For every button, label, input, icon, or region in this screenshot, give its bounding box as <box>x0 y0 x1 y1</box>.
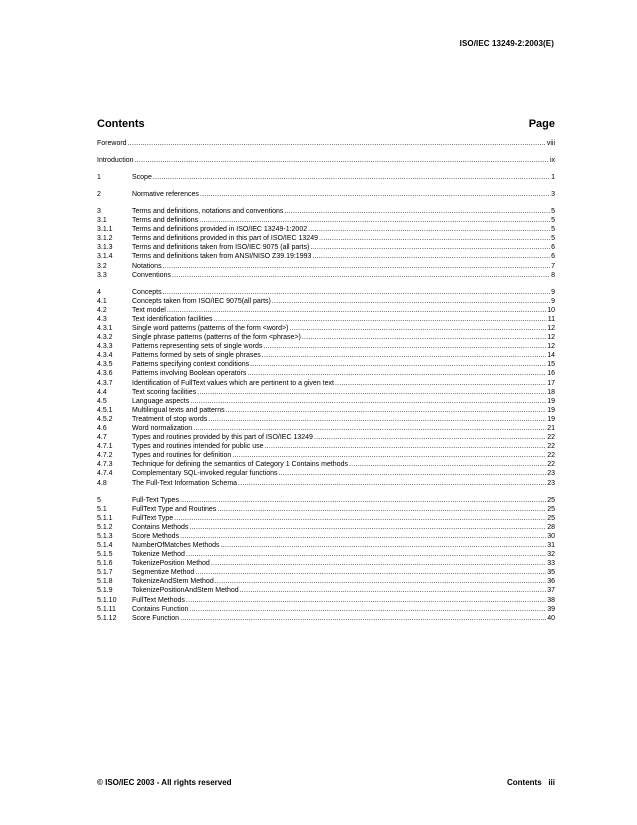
toc-leader-dots <box>272 297 550 306</box>
toc-entry[interactable] <box>97 360 555 369</box>
toc-entry-title: FullText Type and Routines <box>132 505 217 513</box>
toc-entry[interactable] <box>97 207 555 216</box>
toc-leader-dots <box>180 614 546 623</box>
toc-entry-page: 12 <box>547 324 555 332</box>
toc-entry[interactable] <box>97 568 555 577</box>
toc-entry-number: 4.8 <box>97 479 107 487</box>
toc-entry-page: 5 <box>551 226 555 234</box>
toc-entry-title: Notations <box>132 262 162 270</box>
toc-leader-dots <box>247 369 546 378</box>
toc-entry[interactable] <box>97 415 555 424</box>
toc-entry-page: 5 <box>551 217 555 225</box>
toc-entry-page: 9 <box>551 288 555 296</box>
toc-entry-number: 5.1.1 <box>97 514 113 522</box>
toc-entry[interactable] <box>97 288 555 297</box>
toc-entry-number: 3.1.3 <box>97 244 113 252</box>
toc-entry[interactable] <box>97 351 555 360</box>
toc-entry-page: 8 <box>551 271 555 279</box>
toc-entry-title: Concepts taken from ISO/IEC 9075(all parts) <box>132 297 271 305</box>
toc-entry-number: 4.3 <box>97 315 107 323</box>
toc-entry[interactable] <box>97 460 555 469</box>
toc-entry-number: 3.1.2 <box>97 235 113 243</box>
toc-entry[interactable] <box>97 451 555 460</box>
toc-entry-title: The Full-Text Information Schema <box>132 479 238 487</box>
toc-entry-title: Types and routines intended for public use <box>132 443 264 451</box>
toc-leader-dots <box>190 397 546 406</box>
toc-entry-number: 5.1.8 <box>97 578 113 586</box>
toc-entry-page: 30 <box>547 532 555 540</box>
toc-entry-number: 4.5.2 <box>97 415 113 423</box>
toc-entry-title: Tokenize Method <box>132 551 185 559</box>
toc-entry-title: Concepts <box>132 288 162 296</box>
toc-entry[interactable] <box>97 496 555 505</box>
toc-entry-number: 3.1 <box>97 217 107 225</box>
toc-entry-page: 16 <box>547 370 555 378</box>
toc-entry-number: 5.1.7 <box>97 569 113 577</box>
toc-entry[interactable] <box>97 379 555 388</box>
toc-entry-title: Score Function <box>132 614 180 622</box>
toc-leader-dots <box>279 469 547 478</box>
toc-entry-number: 5.1.5 <box>97 551 113 559</box>
toc-entry-page: 25 <box>547 496 555 504</box>
toc-leader-dots <box>215 577 546 586</box>
toc-entry-page: 5 <box>551 207 555 215</box>
toc-entry-number: 4.5.1 <box>97 406 113 414</box>
toc-entry-number: 4.3.7 <box>97 379 113 387</box>
toc-entry[interactable] <box>97 505 555 514</box>
toc-leader-dots <box>163 262 551 271</box>
toc-leader-dots <box>308 225 550 234</box>
toc-entry-page: 7 <box>551 262 555 270</box>
toc-entry-title: Terms and definitions taken from ISO/IEC 9075 (all parts) <box>132 244 310 252</box>
toc-leader-dots <box>335 379 546 388</box>
toc-entry-number: 4.7.4 <box>97 470 113 478</box>
toc-entry-title: Word normalization <box>132 424 193 432</box>
toc-entry-page: 22 <box>547 452 555 460</box>
toc-entry-title: Full-Text Types <box>132 496 179 504</box>
toc-entry-title: Text identification facilities <box>132 315 213 323</box>
toc-entry-number: 3.1.4 <box>97 253 113 261</box>
toc-entry[interactable] <box>97 252 555 261</box>
toc-entry[interactable] <box>97 225 555 234</box>
toc-entry-title: NumberOfMatches Methods <box>132 542 220 549</box>
toc-entry-page: 23 <box>547 470 555 478</box>
toc-entry-title: Segmentize Method <box>132 569 195 577</box>
toc-entry-number: 5.1.3 <box>97 532 113 540</box>
toc-entry-page: 22 <box>547 461 555 469</box>
toc-entry-title: Conventions <box>132 271 171 279</box>
toc-leader-dots <box>217 505 546 514</box>
toc-entry[interactable] <box>97 271 555 280</box>
toc-entry-title: Normative references <box>132 190 199 198</box>
toc-entry[interactable] <box>97 523 555 532</box>
toc-entry[interactable] <box>97 442 555 451</box>
toc-entry-page: 14 <box>547 352 555 360</box>
toc-leader-dots <box>302 333 546 342</box>
toc-entry-title: Language aspects <box>132 397 190 405</box>
toc-entry[interactable] <box>97 614 555 623</box>
toc-entry-title: Multilingual texts and patterns <box>132 406 225 414</box>
toc-entry-page: 28 <box>547 523 555 531</box>
toc-entry-page: 6 <box>551 244 555 252</box>
toc-entry-title: Patterns specifying context conditions <box>132 361 250 369</box>
toc-entry[interactable] <box>97 469 555 478</box>
toc-entry-page: 23 <box>547 479 555 487</box>
toc-leader-dots <box>262 351 546 360</box>
toc-entry-page: 35 <box>547 569 555 577</box>
toc-entry-number: 5.1.10 <box>97 596 117 604</box>
toc-entry[interactable] <box>97 424 555 433</box>
toc-entry-number: 5.1.2 <box>97 523 113 531</box>
toc-entry-title: Terms and definitions <box>132 217 199 225</box>
contents-title: Contents <box>97 118 145 130</box>
page-footer <box>97 778 555 787</box>
toc-entry-number: 4.3.3 <box>97 343 113 351</box>
toc-entry-number: 4.2 <box>97 306 107 314</box>
toc-leader-dots <box>163 288 551 297</box>
toc-entry-page: 12 <box>547 334 555 342</box>
toc-entry-page: 19 <box>547 397 555 405</box>
toc-entry-title: Text scoring facilities <box>132 388 197 396</box>
toc-entry-title: Types and routines provided by this part of ISO/IEC 13249 <box>132 434 313 442</box>
toc-entry-page: 12 <box>547 343 555 351</box>
toc-entry-number: 3.3 <box>97 271 107 279</box>
toc-entry[interactable] <box>97 541 555 550</box>
toc-entry-title: Terms and definitions provided in ISO/IEC 13249-1:2002 <box>132 226 308 234</box>
toc-entry-number: 4.3.5 <box>97 361 113 369</box>
toc-entry-page: 21 <box>547 424 555 432</box>
toc-entry-title: Terms and definitions provided in this part of ISO/IEC 13249 <box>132 235 318 243</box>
toc-leader-dots <box>226 406 547 415</box>
toc-entry[interactable] <box>97 369 555 378</box>
toc-entry[interactable] <box>97 596 555 605</box>
toc-entry[interactable] <box>97 532 555 541</box>
toc-leader-dots <box>214 315 547 324</box>
toc-entry-number: 5 <box>97 496 101 504</box>
table-of-contents <box>97 139 555 623</box>
toc-entry-number: 5.1.6 <box>97 560 113 568</box>
toc-entry-number: 3.2 <box>97 262 107 270</box>
toc-leader-dots <box>312 252 550 261</box>
toc-leader-dots <box>186 596 546 605</box>
toc-entry[interactable] <box>97 342 555 351</box>
toc-leader-dots <box>189 605 546 614</box>
toc-entry-title: TokenizePositionAndStem Method <box>132 587 239 595</box>
toc-entry-title: Contains Function <box>132 605 189 613</box>
toc-entry-number: 5.1 <box>97 505 107 513</box>
toc-entry-page: 40 <box>547 614 555 622</box>
toc-entry-number: 4 <box>97 288 101 296</box>
toc-entry-title: Single word patterns (patterns of the form <word>) <box>132 324 289 332</box>
toc-entry-page: 37 <box>547 587 555 595</box>
toc-entry-page: 19 <box>547 406 555 414</box>
toc-leader-dots <box>208 415 546 424</box>
toc-entry-number: 4.3.2 <box>97 334 113 342</box>
toc-entry-page: 3 <box>551 190 555 198</box>
toc-entry-number: 4.5 <box>97 397 107 405</box>
toc-leader-dots <box>135 156 549 165</box>
toc-leader-dots <box>128 139 546 148</box>
toc-entry-title: Introduction <box>97 156 134 164</box>
toc-entry-title: Scope <box>132 173 152 181</box>
toc-entry-number: 4.7.1 <box>97 443 113 451</box>
toc-entry-number: 2 <box>97 190 101 198</box>
toc-leader-dots <box>186 550 546 559</box>
toc-entry-title: TokenizePosition Method <box>132 560 210 568</box>
toc-leader-dots <box>197 388 546 397</box>
toc-leader-dots <box>167 306 546 315</box>
toc-leader-dots <box>172 271 550 280</box>
toc-entry-title: Complementary SQL-invoked regular functions <box>132 470 278 478</box>
toc-entry-title: TokenizeAndStem Method <box>132 578 214 586</box>
toc-entry-page: 36 <box>547 578 555 586</box>
contents-heading-row <box>97 118 555 134</box>
toc-entry-title: Patterns involving Boolean operators <box>132 370 247 378</box>
toc-entry-title: Types and routines for definition <box>132 452 232 460</box>
toc-entry[interactable] <box>97 388 555 397</box>
toc-entry[interactable] <box>97 190 555 199</box>
toc-leader-dots <box>240 586 547 595</box>
toc-entry-number: 5.1.11 <box>97 605 116 613</box>
toc-entry-page: 1 <box>551 173 555 181</box>
toc-entry[interactable] <box>97 479 555 488</box>
toc-entry[interactable] <box>97 559 555 568</box>
toc-entry-number: 5.1.12 <box>97 614 117 622</box>
toc-entry-title: Foreword <box>97 140 127 147</box>
toc-entry[interactable] <box>97 315 555 324</box>
toc-entry-page: 32 <box>547 551 555 559</box>
toc-leader-dots <box>221 541 547 550</box>
toc-entry[interactable] <box>97 514 555 523</box>
toc-entry-number: 4.3.4 <box>97 352 113 360</box>
toc-entry-number: 5.1.9 <box>97 587 113 595</box>
toc-leader-dots <box>238 479 546 488</box>
toc-leader-dots <box>310 243 550 252</box>
toc-entry-page: 25 <box>547 505 555 513</box>
toc-entry-title: FullText Type <box>132 514 174 522</box>
toc-entry-title: Patterns representing sets of single words <box>132 343 263 351</box>
toc-entry-title: Technique for defining the semantics of Category 1 Contains methods <box>132 461 348 469</box>
toc-entry-number: 1 <box>97 173 101 181</box>
toc-entry[interactable] <box>97 173 555 182</box>
document-header-id: ISO/IEC 13249-2:2003(E) <box>459 39 554 48</box>
toc-entry-number: 4.6 <box>97 424 107 432</box>
toc-entry-page: 19 <box>547 415 555 423</box>
toc-entry-title: Identification of FullText values which are pertinent to a given text <box>132 379 334 387</box>
toc-leader-dots <box>180 496 546 505</box>
toc-leader-dots <box>284 207 550 216</box>
toc-entry-number: 4.7.2 <box>97 452 113 460</box>
toc-entry-title: Terms and definitions, notations and conventions <box>132 207 284 215</box>
toc-leader-dots <box>263 342 546 351</box>
toc-entry[interactable] <box>97 216 555 225</box>
toc-entry-page: 22 <box>547 443 555 451</box>
toc-entry-number: 4.3.1 <box>97 324 113 332</box>
toc-entry[interactable] <box>97 324 555 333</box>
toc-leader-dots <box>180 532 546 541</box>
footer-page-number: Contents iii <box>507 778 555 787</box>
toc-entry-page: 10 <box>547 306 555 314</box>
toc-entry[interactable] <box>97 433 555 442</box>
toc-entry-page: ix <box>549 156 555 164</box>
toc-entry[interactable] <box>97 297 555 306</box>
toc-entry-number: 4.7.3 <box>97 461 113 469</box>
toc-entry[interactable] <box>97 605 555 614</box>
toc-entry[interactable] <box>97 234 555 243</box>
toc-leader-dots <box>289 324 546 333</box>
toc-entry-page: 18 <box>547 388 555 396</box>
toc-leader-dots <box>349 460 546 469</box>
toc-entry[interactable] <box>97 156 555 165</box>
toc-entry-page: 11 <box>547 315 555 323</box>
toc-entry-page: 9 <box>551 297 555 305</box>
toc-entry-page: viii <box>546 140 555 147</box>
toc-entry-number: 4.7 <box>97 434 107 442</box>
toc-leader-dots <box>200 190 550 199</box>
toc-entry[interactable] <box>97 139 555 148</box>
toc-entry-number: 4.1 <box>97 297 107 305</box>
toc-entry[interactable] <box>97 306 555 315</box>
toc-leader-dots <box>195 568 546 577</box>
toc-entry-page: 38 <box>547 596 555 604</box>
toc-entry-title: FullText Methods <box>132 596 185 604</box>
toc-entry-title: Terms and definitions taken from ANSI/NISO Z39.19:1993 <box>132 253 312 261</box>
toc-entry-page: 39 <box>547 605 555 613</box>
toc-entry[interactable] <box>97 550 555 559</box>
toc-entry-number: 3.1.1 <box>97 226 113 234</box>
toc-entry-number: 5.1.4 <box>97 542 113 549</box>
toc-entry-title: Single phrase patterns (patterns of the form <phrase>) <box>132 334 301 342</box>
toc-entry[interactable] <box>97 406 555 415</box>
toc-entry[interactable] <box>97 397 555 406</box>
toc-leader-dots <box>250 360 546 369</box>
toc-leader-dots <box>193 424 546 433</box>
toc-entry-number: 4.4 <box>97 388 107 396</box>
toc-entry-title: Contains Methods <box>132 523 189 531</box>
toc-entry[interactable] <box>97 586 555 595</box>
toc-leader-dots <box>189 523 546 532</box>
toc-leader-dots <box>153 173 550 182</box>
copyright-notice: © ISO/IEC 2003 - All rights reserved <box>97 778 232 787</box>
toc-entry-number: 3 <box>97 207 101 215</box>
toc-entry[interactable] <box>97 262 555 271</box>
toc-entry[interactable] <box>97 243 555 252</box>
toc-entry-title: Patterns formed by sets of single phrases <box>132 352 261 360</box>
toc-entry[interactable] <box>97 577 555 586</box>
toc-leader-dots <box>314 433 546 442</box>
toc-entry-number: 4.3.6 <box>97 370 113 378</box>
toc-leader-dots <box>199 216 550 225</box>
toc-entry-title: Treatment of stop words <box>132 415 208 423</box>
toc-leader-dots <box>174 514 546 523</box>
toc-leader-dots <box>265 442 547 451</box>
page-column-label: Page <box>528 118 555 130</box>
toc-entry[interactable] <box>97 333 555 342</box>
toc-entry-page: 22 <box>547 434 555 442</box>
toc-entry-page: 5 <box>551 235 555 243</box>
toc-leader-dots <box>232 451 546 460</box>
toc-entry-page: 6 <box>551 253 555 261</box>
toc-entry-title: Score Methods <box>132 532 180 540</box>
toc-entry-page: 15 <box>547 361 555 369</box>
toc-entry-page: 31 <box>547 542 555 549</box>
toc-entry-page: 25 <box>547 514 555 522</box>
toc-entry-title: Text model <box>132 306 166 314</box>
toc-leader-dots <box>211 559 546 568</box>
toc-entry-page: 17 <box>547 379 555 387</box>
toc-entry-page: 33 <box>547 560 555 568</box>
toc-leader-dots <box>319 234 550 243</box>
